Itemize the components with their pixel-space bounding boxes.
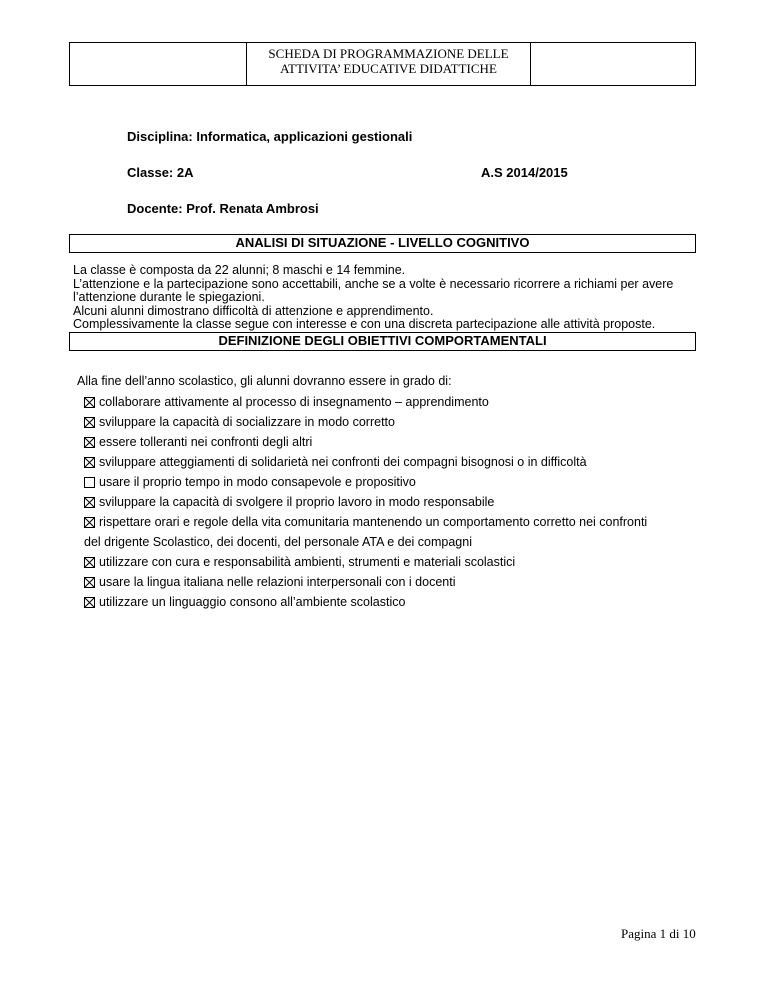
checked-box-icon[interactable] [84,577,95,588]
checklist-item-label: sviluppare atteggiamenti di solidarietà nei confronti dei compagni bisognosi o in difficoltà [99,455,587,469]
checklist-item [84,412,704,432]
checked-box-icon[interactable] [84,417,95,428]
header-cell-right [531,43,695,85]
docente-label: Docente: Prof. Renata Ambrosi [127,201,319,216]
checked-box-icon[interactable] [84,557,95,568]
page-number: Pagina 1 di 10 [621,926,696,941]
checklist-item-label: utilizzare un linguaggio consono all’ambiente scolastico [99,595,406,609]
checklist-item-label: essere tolleranti nei confronti degli altri [99,435,313,449]
checklist-item-label: usare il proprio tempo in modo consapevole e propositivo [99,475,416,489]
checked-box-icon[interactable] [84,457,95,468]
checked-box-icon[interactable] [84,497,95,508]
section-heading-analisi: ANALISI DI SITUAZIONE - LIVELLO COGNITIVO [69,234,696,253]
checklist-item-continuation: del drigente Scolastico, dei docenti, del personale ATA e dei compagni [84,535,472,549]
obiettivi-intro: Alla fine dell’anno scolastico, gli alunni dovranno essere in grado di: [77,374,452,388]
checklist-item-label: rispettare orari e regole della vita comunitaria mantenendo un comportamento corretto nei confronti [99,515,648,529]
checklist-item [84,572,704,592]
checklist-item-label: usare la lingua italiana nelle relazioni interpersonali con i docenti [99,575,456,589]
section-heading-obiettivi: DEFINIZIONE DEGLI OBIETTIVI COMPORTAMENTALI [69,332,696,351]
checked-box-icon[interactable] [84,437,95,448]
classe-label: Classe: 2A [127,165,194,180]
checked-box-icon[interactable] [84,597,95,608]
document-title [247,43,531,85]
checked-box-icon[interactable] [84,517,95,528]
checked-box-icon[interactable] [84,397,95,408]
title-line-1: SCHEDA DI PROGRAMMAZIONE DELLE [268,46,509,61]
title-line-2: ATTIVITA’ EDUCATIVE DIDATTICHE [280,61,497,76]
obiettivi-checklist [84,392,704,612]
checklist-item [84,472,704,492]
paragraph-line: l’attenzione durante le spiegazioni. [73,290,265,304]
checklist-item [84,512,704,532]
unchecked-box-icon[interactable] [84,477,95,488]
header-cell-left [70,43,247,85]
checklist-item [84,392,704,412]
disciplina-label: Disciplina: Informatica, applicazioni gestionali [127,129,413,144]
checklist-item-label: sviluppare la capacità di svolgere il proprio lavoro in modo responsabile [99,495,495,509]
paragraph-line: Alcuni alunni dimostrano difficoltà di attenzione e apprendimento. [73,303,434,318]
checklist-item [84,452,704,472]
checklist-item [84,492,704,512]
paragraph-line: Complessivamente la classe segue con interesse e con una discreta partecipazione alle attività proposte. [73,317,656,331]
checklist-item-label: sviluppare la capacità di socializzare in modo corretto [99,415,395,429]
checklist-item-label: utilizzare con cura e responsabilità ambienti, strumenti e materiali scolastici [99,555,516,569]
paragraph-line: La classe è composta da 22 alunni; 8 maschi e 14 femmine. [73,263,406,277]
checklist-item [84,592,704,612]
analisi-paragraph [73,264,703,332]
checklist-item [84,432,704,452]
header-table [69,42,696,86]
paragraph-line: L’attenzione e la partecipazione sono accettabili, anche se a volte è necessario ricorrere a richiami per avere [73,276,674,291]
checklist-item [84,552,704,572]
checklist-item-label: collaborare attivamente al processo di insegnamento – apprendimento [99,395,489,409]
anno-scolastico-label: A.S 2014/2015 [481,165,568,180]
